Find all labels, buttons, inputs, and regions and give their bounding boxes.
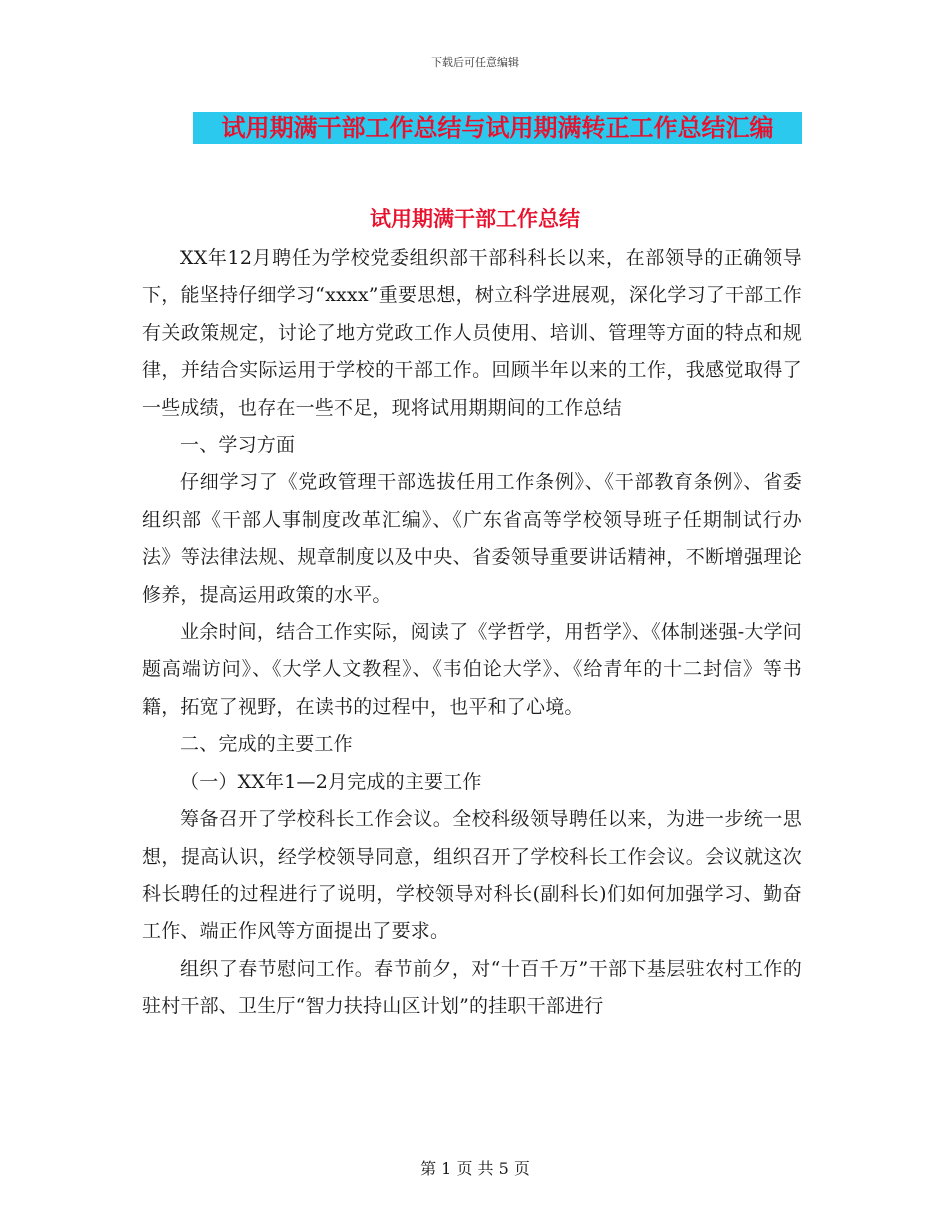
document-body	[142, 240, 802, 1026]
paragraph-intro: XX年12月聘任为学校党委组织部干部科科长以来，在部领导的正确领导下，能坚持仔细学习“xxxx”重要思想，树立科学进展观，深化学习了干部工作有关政策规定，讨论了地方党政工作人员使用、培训、管理等方面的特点和规律，并结合实际运用于学校的干部工作。回顾半年以来的工作，我感觉取得了一些成绩，也存在一些不足，现将试用期期间的工作总结	[142, 247, 802, 419]
paragraph-study-reading: 业余时间，结合工作实际，阅读了《学哲学，用哲学》、《体制迷强-大学问题高端访问》、《大学人文教程》、《韦伯论大学》、《给青年的十二封信》等书籍，拓宽了视野，在读书的过程中，也平和了心境。	[142, 621, 802, 718]
paragraph-section-chief-meeting: 筹备召开了学校科长工作会议。全校科级领导聘任以来，为进一步统一思想，提高认识，经学校领导同意，组织召开了学校科长工作会议。会议就这次科长聘任的过程进行了说明，学校领导对科长(副科长)们如何加强学习、勤奋工作、端正作风等方面提出了要求。	[142, 808, 802, 943]
header-note: 下载后可任意编辑	[431, 56, 519, 69]
document-main-title: 试用期满干部工作总结与试用期满转正工作总结汇编	[193, 112, 802, 144]
heading-main-work: 二、完成的主要工作	[180, 733, 353, 756]
paragraph-study-regulations: 仔细学习了《党政管理干部选拔任用工作条例》、《干部教育条例》、省委组织部《干部人事制度改革汇编》、《广东省高等学校领导班子任期制试行办法》等法律法规、规章制度以及中央、省委领导重要讲话精神，不断增强理论修养，提高运用政策的水平。	[142, 471, 802, 606]
heading-study: 一、学习方面	[180, 434, 296, 457]
section-title: 试用期满干部工作总结	[370, 207, 580, 231]
paragraph-spring-festival-visit: 组织了春节慰问工作。春节前夕，对“十百千万”干部下基层驻农村工作的驻村干部、卫生厅“智力扶持山区计划”的挂职干部进行	[142, 957, 802, 1018]
subheading-jan-feb: （一）XX年1—2月完成的主要工作	[180, 770, 482, 793]
page-footer: 第 1 页 共 5 页	[420, 1159, 530, 1178]
